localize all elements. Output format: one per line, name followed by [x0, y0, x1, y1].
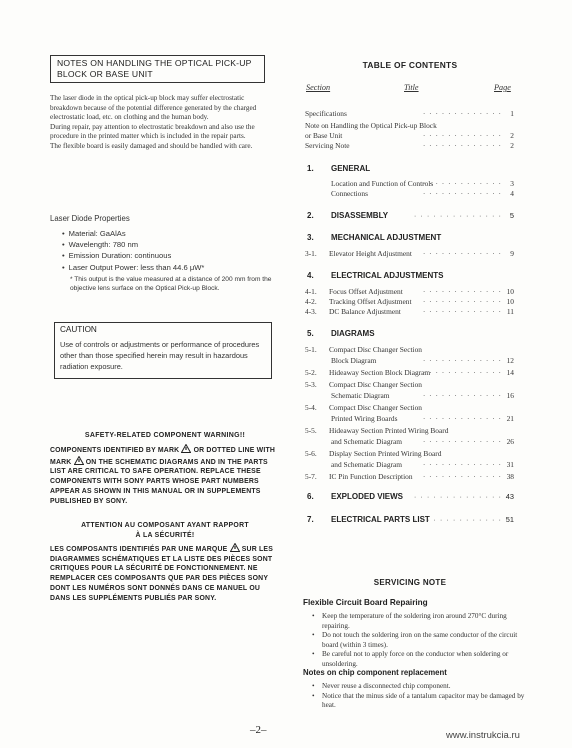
- toc-title: TABLE OF CONTENTS: [362, 60, 458, 70]
- toc-entry-label: Block Diagram: [331, 356, 377, 365]
- toc-column-title: Title: [404, 83, 419, 92]
- laser-properties-list: [62, 228, 272, 273]
- toc-entry-label: Display Section Printed Wiring Board: [329, 449, 442, 458]
- laser-property-item: • Emission Duration: continuous: [62, 250, 272, 261]
- toc-leader-dots: · · · · · · · · · · · · ·: [422, 179, 502, 188]
- chip-replacement-heading: Notes on chip component replacement: [303, 668, 447, 677]
- toc-leader-dots: · · · · · · · · · · · · ·: [422, 437, 502, 446]
- list-item: • Do not touch the soldering iron on the same conductor of the circuit board (within 3 times).: [310, 631, 525, 650]
- toc-entry-label: Schematic Diagram: [331, 391, 390, 400]
- warning-triangle-icon: [230, 543, 240, 552]
- notes-paragraph-2: During repair, pay attention to electrostatic breakdown and also use the procedure in the printed matter which is included in the repair parts.: [50, 122, 255, 141]
- toc-entry-label: Specifications: [305, 109, 347, 118]
- list-item: • Notice that the minus side of a tantalum capacitor may be damaged by heat.: [310, 692, 525, 711]
- attention-title-line-2: À LA SÉCURITÉ!: [135, 532, 195, 539]
- toc-section-number: 5-1.: [305, 345, 317, 354]
- toc-page-number: 16: [506, 391, 514, 400]
- toc-leader-dots: · · · · · · · · · · · · · ·: [413, 492, 502, 501]
- warning-triangle-icon: [181, 444, 191, 453]
- toc-section-number: 4-1.: [305, 287, 317, 296]
- toc-section-number: 5-2.: [305, 368, 317, 377]
- toc-column-section: Section: [306, 83, 331, 92]
- toc-leader-dots: · · · · · · · · · · · · ·: [422, 391, 502, 400]
- toc-page-number: 43: [505, 492, 514, 501]
- toc-page-number: 3: [510, 179, 514, 188]
- toc-leader-dots: · · · · · · · · · · · · ·: [422, 249, 502, 258]
- toc-entry-label: DC Balance Adjustment: [329, 307, 401, 316]
- toc-entry-label: EXPLODED VIEWS: [331, 492, 404, 501]
- toc-leader-dots: · · · · · · · · · · · · · ·: [413, 211, 502, 220]
- chip-replacement-list: [310, 682, 525, 711]
- toc-entry-label: and Schematic Diagram: [331, 460, 403, 469]
- toc-entry-label: Printed Wiring Boards: [331, 414, 398, 423]
- toc-entry-label: Tracking Offset Adjustment: [329, 297, 412, 306]
- laser-properties-title: Laser Diode Properties: [50, 214, 130, 223]
- toc-page-number: 21: [506, 414, 514, 423]
- watermark: www.instrukcia.ru: [446, 730, 520, 741]
- toc-entry-label: Compact Disc Changer Section: [329, 403, 422, 412]
- toc-entry-label: Compact Disc Changer Section: [329, 345, 422, 354]
- toc-leader-dots: · · · · · · · · · · · · · ·: [413, 515, 502, 524]
- list-item: • Keep the temperature of the soldering iron around 270°C during repairing.: [310, 612, 525, 631]
- caution-title: CAUTION: [60, 325, 97, 334]
- flexible-board-heading: Flexible Circuit Board Repairing: [303, 598, 428, 607]
- toc-section-number: 6.: [307, 492, 314, 501]
- laser-output-footnote: * This output is the value measured at a distance of 200 mm from the objective lens surface on the Optical Pick-up Block.: [70, 276, 272, 292]
- safety-text-part-1: COMPONENTS IDENTIFIED BY MARK: [50, 447, 180, 454]
- toc-entry-label: Location and Function of Controls: [331, 179, 434, 188]
- attention-title-line-1: ATTENTION AU COMPOSANT AYANT RAPPORT: [81, 522, 249, 529]
- toc-section-number: 1.: [307, 164, 314, 173]
- toc-section-number: 4-2.: [305, 297, 317, 306]
- notes-heading-line-2: BLOCK OR BASE UNIT: [57, 69, 153, 79]
- toc-section-number: 4-3.: [305, 307, 317, 316]
- toc-page-number: 10: [506, 297, 514, 306]
- safety-warning-title: SAFETY-RELATED COMPONENT WARNING!!: [84, 432, 246, 439]
- toc-leader-dots: · · · · · · · · · · · · ·: [422, 109, 502, 118]
- attention-text-part-1: LES COMPOSANTS IDENTIFIÉS PAR UNE MARQUE: [50, 546, 228, 553]
- toc-leader-dots: · · · · · · · · · · · · ·: [422, 356, 502, 365]
- attention-title: [50, 521, 280, 541]
- toc-section-number: 5.: [307, 329, 314, 338]
- toc-section-number: 3.: [307, 233, 314, 242]
- notes-body: [50, 94, 270, 152]
- toc-entry-label: Connections: [331, 189, 368, 198]
- toc-section-number: 5-7.: [305, 472, 317, 481]
- toc-entry-label: DIAGRAMS: [331, 329, 375, 338]
- attention-text: [50, 543, 280, 603]
- toc-page-number: 5: [509, 211, 514, 220]
- notes-paragraph-3: The flexible board is easily damaged and should be handled with care.: [50, 141, 253, 150]
- toc-section-number: 4.: [307, 271, 314, 280]
- toc-entry-label: DISASSEMBLY: [331, 211, 389, 220]
- toc-section-number: 5-6.: [305, 449, 317, 458]
- caution-text: Use of controls or adjustments or performance of procedures other than those specified herein may result in hazardous radiation exposure.: [60, 340, 260, 371]
- safety-text-part-2: OR DOTTED LINE WITH MARK: [50, 447, 276, 466]
- toc-page-number: 10: [506, 287, 514, 296]
- toc-column-page: Page: [494, 83, 511, 92]
- toc-leader-dots: · · · · · · · · · · · · ·: [422, 307, 502, 316]
- toc-entry-label: or Base Unit: [305, 131, 343, 140]
- servicing-note-title: SERVICING NOTE: [373, 578, 447, 587]
- laser-property-item: • Wavelength: 780 nm: [62, 239, 272, 250]
- toc-page-number: 31: [506, 460, 514, 469]
- toc-section-number: 7.: [307, 515, 314, 524]
- safety-warning-text: [50, 444, 280, 506]
- toc-section-number: 5-5.: [305, 426, 317, 435]
- toc-leader-dots: · · · · · · · · · · · · ·: [422, 297, 502, 306]
- toc-leader-dots: · · · · · · · · · · · · ·: [422, 460, 502, 469]
- toc-entry-label: ELECTRICAL PARTS LIST: [331, 515, 430, 524]
- toc-leader-dots: · · · · · · · · · · · · ·: [422, 287, 502, 296]
- toc-section-number: 3-1.: [305, 249, 317, 258]
- toc-page-number: 14: [506, 368, 514, 377]
- toc-entry-label: Hideaway Section Printed Wiring Board: [329, 426, 449, 435]
- toc-entry-label: and Schematic Diagram: [331, 437, 403, 446]
- toc-entry-label: Note on Handling the Optical Pick-up Block: [305, 121, 437, 130]
- toc-leader-dots: · · · · · · · · · · · · ·: [422, 368, 502, 377]
- toc-entry-label: Focus Offset Adjustment: [329, 287, 403, 296]
- attention-text-part-2: SUR LES DIAGRAMMES SCHÉMATIQUES ET LA LISTE DES PIÈCES SONT CRITIQUES POUR LA SÉCURITÉ DE FONCTIONNEMENT. NE REMPLACER CES COMPOSANTS QUE PAR DES PIÈCES SONY DONT LES NUMÉROS SONT DONNÉS DANS CE MANUEL OU DANS LES SUPPLÉMENTS PUBLIÉS PAR SONY.: [50, 546, 273, 602]
- page-number: –2–: [250, 724, 267, 736]
- toc-leader-dots: · · · · · · · · · · · · ·: [422, 131, 502, 140]
- toc-page-number: 26: [506, 437, 514, 446]
- toc-entry-label: MECHANICAL ADJUSTMENT: [331, 233, 442, 242]
- toc-entry-label: Compact Disc Changer Section: [329, 380, 422, 389]
- toc-page-number: 4: [510, 189, 514, 198]
- toc-leader-dots: · · · · · · · · · · · · ·: [422, 189, 502, 198]
- toc-entry-label: Hideaway Section Block Diagram: [329, 368, 431, 377]
- list-item: • Be careful not to apply force on the conductor when soldering or unsoldering.: [310, 650, 525, 669]
- laser-property-item: • Laser Output Power: less than 44.6 μW*: [62, 262, 272, 273]
- toc-page-number: 9: [510, 249, 514, 258]
- toc-entry-label: IC Pin Function Description: [329, 472, 413, 481]
- toc-page-number: 51: [505, 515, 514, 524]
- flexible-board-list: [310, 612, 525, 670]
- warning-triangle-icon: [74, 456, 84, 465]
- safety-text-part-3: ON THE SCHEMATIC DIAGRAMS AND IN THE PARTS LIST ARE CRITICAL TO SAFE OPERATION. REPLACE THESE COMPONENTS WITH SONY PARTS WHOSE PART NUMBERS APPEAR AS SHOWN IN THIS MANUAL OR IN SUPPLEMENTS PUBLISHED BY SONY.: [50, 458, 268, 505]
- toc-page-number: 1: [510, 109, 514, 118]
- notes-heading-line-1: NOTES ON HANDLING THE OPTICAL PICK-UP: [57, 58, 252, 68]
- laser-property-item: • Material: GaAlAs: [62, 228, 272, 239]
- toc-leader-dots: · · · · · · · · · · · · ·: [422, 414, 502, 423]
- toc-leader-dots: · · · · · · · · · · · · ·: [422, 472, 502, 481]
- toc-entry-label: GENERAL: [331, 164, 371, 173]
- toc-page-number: 2: [510, 141, 514, 150]
- toc-section-number: 5-3.: [305, 380, 317, 389]
- notes-paragraph-1: The laser diode in the optical pick-up block may suffer electrostatic breakdown because of the potential difference generated by the charged electrostatic load, etc. on clothing and the human body.: [50, 94, 257, 122]
- toc-entry-label: Servicing Note: [305, 141, 350, 150]
- toc-entry-label: ELECTRICAL ADJUSTMENTS: [331, 271, 444, 280]
- toc-page-number: 2: [510, 131, 514, 140]
- toc-section-number: 5-4.: [305, 403, 317, 412]
- toc-page-number: 38: [506, 472, 514, 481]
- notes-heading-box: [50, 55, 265, 83]
- toc-page-number: 11: [506, 307, 514, 316]
- list-item: • Never reuse a disconnected chip component.: [310, 682, 525, 692]
- toc-leader-dots: · · · · · · · · · · · · ·: [422, 141, 502, 150]
- toc-section-number: 2.: [307, 211, 314, 220]
- toc-page-number: 12: [506, 356, 514, 365]
- toc-entry-label: Elevator Height Adjustment: [329, 249, 412, 258]
